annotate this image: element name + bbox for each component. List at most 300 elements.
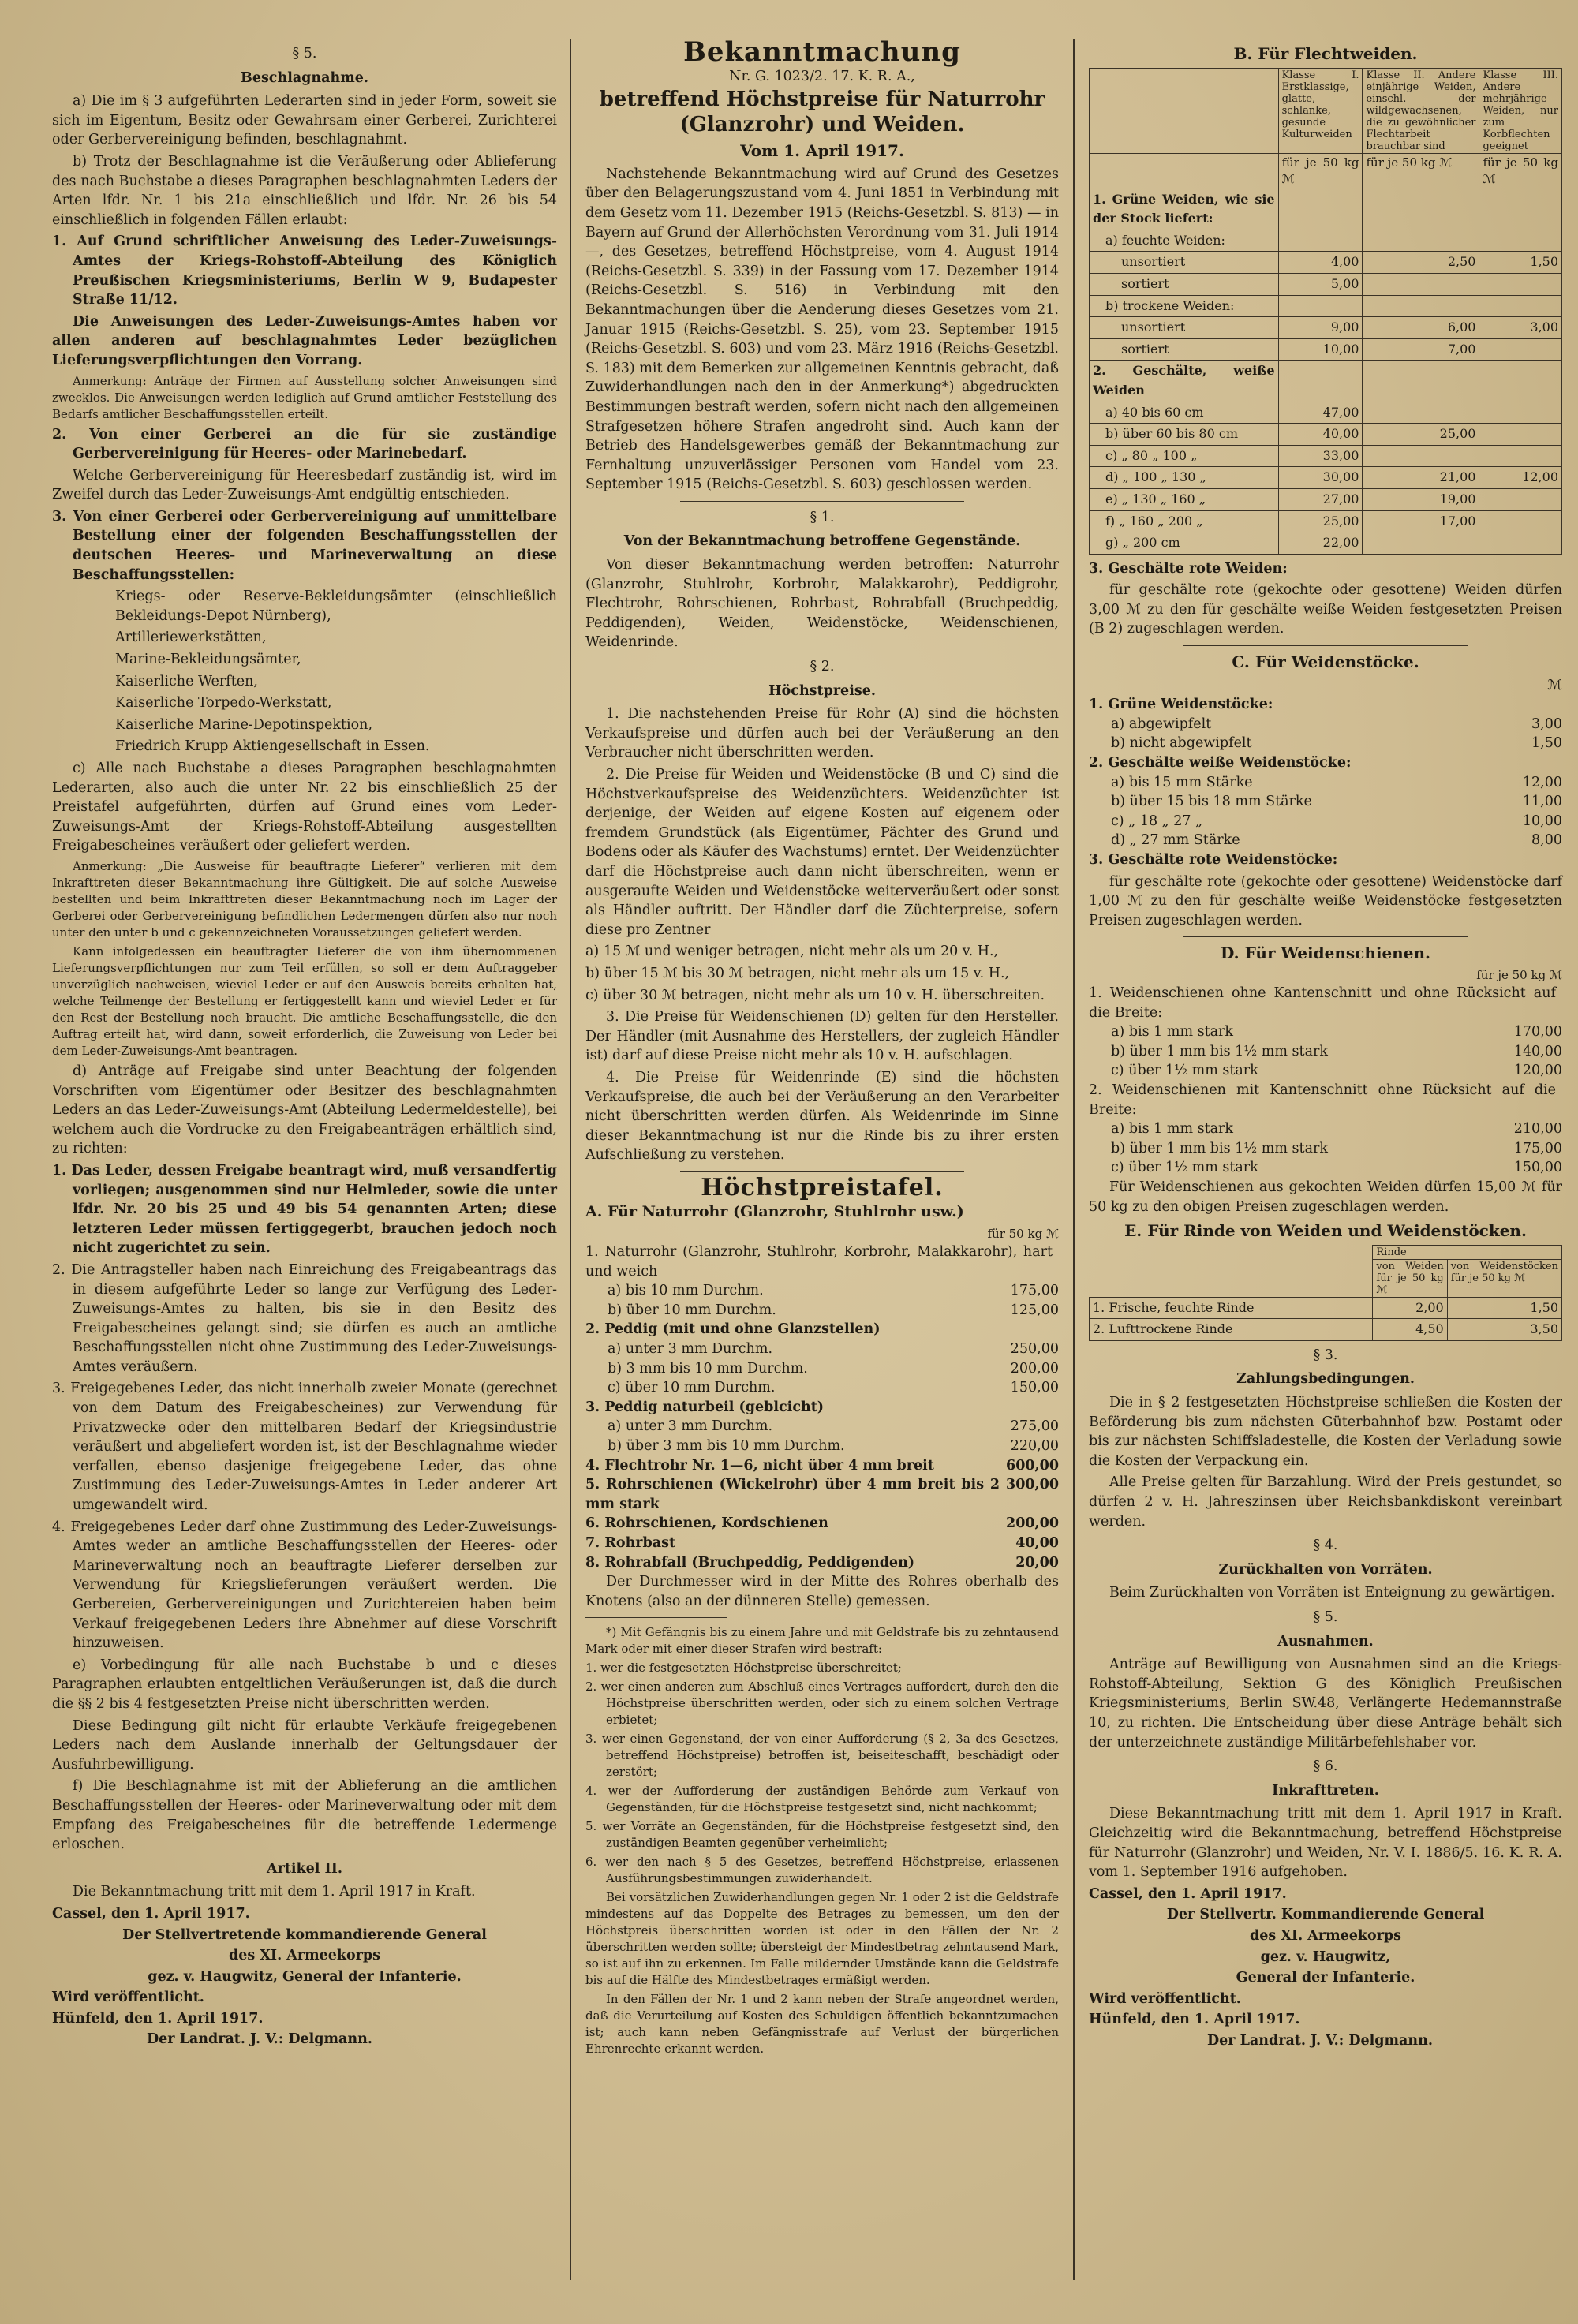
paragraph: Nachstehende Bekanntmachung wird auf Grund des Gesetzes über den Belagerungszustand vom 4. Juni 1851 in Verbindung mit dem Gesetz vom 11. Dezember 1915 (Reichs-Gesetzbl. S. 813) — in Bayern auf Grund der Allerhöchsten Verordnung vom 31. Juli 1914 —, des Gesetzes, betreffend Höchstpreise, vom 4. August 1914 (Reichs-Gesetzbl. S. 339) in der Fassung vom 17. Dezember 1914 (Reichs-Gesetzbl. S. 516) in Verbindung mit den Bekanntmachungen über die Aenderung dieses Gesetzes vom 21. Januar 1915 (Reichs-Gesetzbl. S. 25), vom 23. September 1915 (Reichs-Gesetzbl. S. 603) und vom 23. März 1916 (Reichs-Gesetzbl. S. 183) mit dem Bemerken zur allgemeinen Kenntnis gebracht, daß Zuwiderhandlungen nach den in der Anmerkung*) abgedruckten Bestimmungen bestraft werden, sofern nicht nach den allgemeinen Strafgesetzen höhere Strafen angedroht sind. Auch kann der Betrieb des Handelsgewerbes gemäß der Bekanntmachung zur Fernhaltung unzuverlässiger Personen vom Handel vom 23. September 1915 (Reichs-Gesetzbl. S. 603) geschlossen werden.	[585, 166, 1059, 493]
signature-office: Der Stellvertretende kommandierende General	[122, 1926, 487, 1943]
paragraph: a) Die im § 3 aufgeführten Lederarten sind in jeder Form, soweit sie sich im Eigentum, Besitz oder Gewahrsam einer Gerberei, Zurichterei oder Gerbervereinigung befinden, beschlagnahmt.	[52, 93, 557, 148]
price-label: b) über 1 mm bis 1½ mm stark	[1111, 1043, 1328, 1059]
table-cell: unsortiert	[1090, 317, 1279, 339]
price-value: 150,00	[1010, 1380, 1059, 1396]
price-row	[585, 1378, 1059, 1398]
table-cell: a) feuchte Weiden:	[1090, 230, 1279, 252]
table-cell: 22,00	[1278, 532, 1363, 555]
paragraph: Anträge auf Bewilligung von Ausnahmen sind an die Kriegs-Rohstoff-Abteilung, Sektion G des Königlich Preußischen Kriegsministeriums, Berlin SW.48, Verlängerte Hedemannstraße 10, zu richten. Die Entscheidung über diese Anträge behält sich der unterzeichnete zuständige Militärbefehlshaber vor.	[1089, 1657, 1562, 1750]
table-header: Klasse III. Andere mehrjährige Weiden, nur zum Korbflechten geeignet	[1479, 68, 1562, 153]
price-row	[1089, 734, 1562, 753]
price-label: c) „ 18 „ 27 „	[1111, 813, 1203, 829]
paragraph: 4. Freigegebenes Leder darf ohne Zustimmung des Leder-Zuweisungs-Amtes weder an amtliche Beschaffungsstellen der Heeres- oder Marineverwaltung noch an beauftragte Lieferer derselben zur Verwendung für Kriegslieferungen veräußert werden. Die Gerbereien, Gerbervereinigungen und Zurichtereien haben beim Verkauf freigegebenen Leders ihre Abnehmer auf diese Vorschrift hinzuweisen.	[52, 1519, 557, 1652]
price-list-a	[585, 1226, 1059, 1572]
price-list-d	[1089, 967, 1562, 1178]
price-value: 3,00	[1531, 716, 1562, 732]
announcement-title: Bekanntmachung	[683, 36, 961, 68]
table-header: von Weidenstöcken für je 50 kg ℳ	[1447, 1259, 1561, 1297]
section-title: Zurückhalten von Vorräten.	[1218, 1561, 1433, 1578]
price-row	[1089, 1061, 1562, 1081]
section-title: Ausnahmen.	[1277, 1633, 1374, 1650]
announcement-subtitle: (Glanzrohr) und Weiden.	[679, 113, 965, 137]
paragraph: 2. Von einer Gerberei an die für sie zuständige Gerbervereinigung für Heeres- oder Marinebedarf.	[52, 426, 557, 462]
table-cell: b) trockene Weiden:	[1090, 295, 1279, 317]
table-cell: 4,50	[1373, 1319, 1447, 1341]
price-value: 300,00	[1006, 1477, 1059, 1493]
price-value: 275,00	[1010, 1418, 1059, 1435]
table-header: von Weiden für je 50 kg ℳ	[1373, 1259, 1447, 1297]
paragraph: für geschälte rote (gekochte oder gesottene) Weiden dürfen 3,00 ℳ zu den für geschälte weiße Weiden festgesetzten Preisen (B 2) zugeschlagen werden.	[1089, 582, 1562, 637]
table-cell: 2,00	[1373, 1297, 1447, 1319]
price-value: 220,00	[1010, 1438, 1059, 1454]
paragraph: 3. Die Preise für Weidenschienen (D) gelten für den Hersteller. Der Händler (mit Ausnahme des Herstellers, der zugleich Händler ist) darf auf diese Preise nicht mehr als 10 v. H. aufschlagen.	[585, 1009, 1059, 1064]
note: Kann infolgedessen ein beauftragter Lieferer die von ihm übernommenen Lieferungsverpflichtungen nur zum Teil erfüllen, so soll er dem Auftraggeber unverzüglich nachweisen, wieviel Leder er auf den Ausweis bereits erhalten hat, welche Teilmenge der Bestellung er fertiggestellt kann und wieviel Leder er für den Rest der Bestellung noch braucht. Die amtliche Beschaffungsstelle, die den Auftrag erteilt hat, wird dann, soweit erforderlich, die Zuweisung von Leder bei dem Leder-Zuweisungs-Amt beantragen.	[52, 943, 557, 1058]
list-item: Kaiserliche Marine-Depotinspektion,	[115, 716, 373, 733]
price-row	[1089, 1042, 1562, 1062]
paragraph: Beim Zurückhalten von Vorräten ist Enteignung zu gewärtigen.	[1109, 1585, 1555, 1601]
price-value	[1556, 695, 1562, 715]
table-cell	[1479, 230, 1562, 252]
announcement-subtitle: betreffend Höchstpreise für Naturrohr	[599, 88, 1045, 112]
paragraph: 3. Freigegebenes Leder, das nicht innerhalb zweier Monate (gerechnet von dem Datum des Freigabescheines) zur Verwendung für Privatzwecke oder den mittelbaren Bedarf der Kriegsindustrie veräußert und abgeliefert worden ist, ist der Beschlagnahme wieder verfallen, ebenso dasjenige freigegebene Leder, das ohne Zustimmung des Leder-Zuweisungs-Amtes in Leder anderer Art umgewandelt wird.	[52, 1381, 557, 1514]
signature-rank: General der Infanterie.	[1236, 1970, 1415, 1986]
signature-place: Cassel, den 1. April 1917.	[52, 1905, 250, 1922]
price-value: 20,00	[1015, 1554, 1059, 1571]
table-cell	[1479, 361, 1562, 402]
column-right	[1089, 39, 1562, 2052]
table-cell	[1363, 295, 1479, 317]
price-row	[1089, 792, 1562, 812]
column-rule	[1073, 39, 1075, 2280]
list-item: Friedrich Krupp Aktiengesellschaft in Essen.	[115, 738, 430, 755]
price-value	[1556, 753, 1562, 773]
table-cell: 10,00	[1278, 338, 1363, 361]
paragraph: 1. Das Leder, dessen Freigabe beantragt wird, muß versandfertig vorliegen; ausgenommen sind nur Helmleder, sowie die unter lfdr. Nr. 20 bis 25 und 49 bis 54 genannten Arten; diese letzteren Leder müssen fertiggegerbt, brauchen jedoch noch nicht zugerichtet zu sein.	[52, 1162, 557, 1257]
table-cell: 25,00	[1278, 510, 1363, 532]
price-label: 2. Geschälte weiße Weidenstöcke:	[1089, 755, 1352, 772]
price-row	[1089, 1119, 1562, 1139]
unit-label: für je 50 kg ℳ	[1476, 967, 1562, 982]
price-row	[1089, 773, 1562, 793]
price-value: 1,50	[1531, 735, 1562, 752]
price-label: c) über 10 mm Durchm.	[608, 1380, 776, 1396]
table-cell: 25,00	[1363, 424, 1479, 446]
paragraph: 1. Die nachstehenden Preise für Rohr (A) sind die höchsten Verkaufspreise und dürfen auch bei der Veräußerung an den Verbraucher nicht überschritten werden.	[585, 706, 1059, 761]
price-value: 120,00	[1513, 1063, 1562, 1079]
table-row	[1090, 189, 1562, 230]
price-value: 175,00	[1010, 1283, 1059, 1299]
table-cell	[1363, 532, 1479, 555]
table-cell	[1479, 424, 1562, 446]
table-cell	[1278, 361, 1363, 402]
column-left	[52, 39, 557, 2051]
divider	[585, 1617, 727, 1618]
price-label: 2. Peddig (mit und ohne Glanzstellen)	[585, 1321, 881, 1338]
section-title: Zahlungsbedingungen.	[1236, 1371, 1415, 1388]
table-row	[1090, 532, 1562, 555]
paragraph: für geschälte rote (gekochte oder gesottene) Weidenstöcke darf 1,00 ℳ zu den für geschälte weiße Weidenstöcke festgesetzten Preisen zugeschlagen werden.	[1089, 873, 1562, 928]
table-cell: 3,50	[1447, 1319, 1561, 1341]
signature-office: des XI. Armeekorps	[229, 1948, 380, 1964]
paragraph: b) Trotz der Beschlagnahme ist die Veräußerung oder Ablieferung des nach Buchstabe a dieses Paragraphen beschlagnahmten Leders der Arten lfdr. Nr. 1 bis 21a einschließlich und lfdr. Nr. 26 bis 54 einschließlich in folgenden Fällen erlaubt:	[52, 153, 557, 228]
table-cell	[1363, 273, 1479, 295]
section-number: § 6.	[1313, 1758, 1338, 1775]
table-cell	[1363, 402, 1479, 424]
table-cell: 47,00	[1278, 402, 1363, 424]
table-row	[1090, 1319, 1562, 1341]
table-cell: 2,50	[1363, 252, 1479, 274]
price-value	[1053, 1398, 1059, 1418]
paragraph: e) Vorbedingung für alle nach Buchstabe b und c dieses Paragraphen erlaubten entgeltlichen Veräußerungen ist, daß die durch die §§ 2 bis 4 festgesetzten Preise nicht überschritten werden.	[52, 1657, 557, 1712]
price-group-title: E. Für Rinde von Weiden und Weidenstöcken.	[1124, 1221, 1527, 1241]
table-cell: 30,00	[1278, 467, 1363, 489]
price-label: a) bis 10 mm Durchm.	[608, 1283, 764, 1299]
note: Für Weidenschienen aus gekochten Weiden dürfen 15,00 ℳ für 50 kg zu den obigen Preisen zugeschlagen werden.	[1089, 1179, 1562, 1215]
price-list-c	[1089, 676, 1562, 850]
office-list	[52, 587, 557, 757]
table-header: Rinde	[1373, 1245, 1562, 1259]
footnote-item: 3. wer einen Gegenstand, der von einer Aufforderung (§ 2, 3a des Gesetzes, betreffend Höchstpreise) betroffen ist, beiseiteschafft, beschädigt oder zerstört;	[585, 1732, 1059, 1780]
paragraph: Die Anweisungen des Leder-Zuweisungs-Amtes haben vor allen anderen auf beschlagnahmtes Leder bezüglichen Lieferungsverpflichtungen den Vorrang.	[52, 313, 557, 368]
price-label: 2. Weidenschienen mit Kantenschnitt ohne Rücksicht auf die Breite:	[1089, 1082, 1556, 1118]
paragraph: Alle Preise gelten für Barzahlung. Wird der Preis gestundet, so dürfen 2 v. H. Jahreszinsen über Reichsbankdiskont vereinbart werden.	[1089, 1474, 1562, 1530]
table-header	[1090, 68, 1279, 153]
list-item: Marine-Bekleidungsämter,	[115, 652, 301, 668]
table-cell: 5,00	[1278, 273, 1363, 295]
price-label: 3. Peddig naturbeil (geblcicht)	[585, 1399, 825, 1415]
price-value: 250,00	[1010, 1341, 1059, 1358]
unit-label: für 50 kg ℳ	[987, 1227, 1059, 1242]
announcement-reference: Nr. G. 1023/2. 17. K. R. A.,	[729, 68, 915, 84]
price-label: b) nicht abgewipfelt	[1111, 735, 1252, 752]
subsection-title: 3. Geschälte rote Weidenstöcke:	[1089, 852, 1338, 868]
price-value: 175,00	[1513, 1140, 1562, 1156]
list-item: Kaiserliche Werften,	[115, 673, 258, 689]
price-value	[1556, 1081, 1562, 1119]
price-label: a) unter 3 mm Durchm.	[608, 1418, 773, 1435]
price-row	[1089, 695, 1562, 715]
publication-place: Hünfeld, den 1. April 1917.	[52, 2010, 264, 2027]
divider	[1184, 936, 1468, 937]
price-value: 140,00	[1513, 1043, 1562, 1059]
price-label: 8. Rohrabfall (Bruchpeddig, Peddigenden)	[585, 1554, 915, 1571]
list-item: Kriegs- oder Reserve-Bekleidungsämter (einschließlich Bekleidungs-Depot Nürnberg),	[115, 588, 557, 624]
section-title: Von der Bekanntmachung betroffene Gegenstände.	[623, 533, 1021, 550]
subsection-title: 3. Geschälte rote Weiden:	[1089, 560, 1288, 577]
price-group-title: D. Für Weidenschienen.	[1221, 943, 1430, 963]
price-value: 200,00	[1010, 1360, 1059, 1377]
article-title: Artikel II.	[267, 1860, 342, 1877]
table-cell: 9,00	[1278, 317, 1363, 339]
table-cell: 2. Lufttrockene Rinde	[1090, 1319, 1373, 1341]
table-cell: 2. Geschälte, weiße Weiden	[1090, 361, 1279, 402]
table-cell	[1363, 361, 1479, 402]
table-cell: unsortiert	[1090, 252, 1279, 274]
table-row	[1090, 317, 1562, 339]
price-label: a) abgewipfelt	[1111, 716, 1212, 732]
table-cell	[1363, 230, 1479, 252]
table-row	[1090, 467, 1562, 489]
table-header: Klasse I. Erstklassige, glatte, schlanke, gesunde Kulturweiden	[1278, 68, 1363, 153]
footnote-text: *) Mit Gefängnis bis zu einem Jahre und mit Geldstrafe bis zu zehntausend Mark oder mit einer dieser Strafen wird bestraft:	[585, 1625, 1059, 1657]
table-cell: c) „ 80 „ 100 „	[1090, 445, 1279, 467]
price-label: c) über 1½ mm stark	[1111, 1063, 1258, 1079]
price-row	[1089, 1022, 1562, 1042]
table-cell: 1,50	[1447, 1297, 1561, 1319]
table-cell	[1363, 189, 1479, 230]
footnote-item: 5. wer Vorräte an Gegenständen, für die Höchstpreise festgesetzt sind, den zuständigen Beamten gegenüber verheimlicht;	[585, 1819, 1059, 1851]
table-row	[1090, 361, 1562, 402]
table-cell	[1479, 510, 1562, 532]
price-label: a) unter 3 mm Durchm.	[608, 1341, 773, 1358]
publication-note: Wird veröffentlicht.	[1089, 1990, 1241, 2007]
paragraph: Diese Bekanntmachung tritt mit dem 1. April 1917 in Kraft. Gleichzeitig wird die Bekanntmachung, betreffend Höchstpreise für Naturrohr (Glanzrohr) und Weiden, Nr. V. I. 1886/5. 16. K. R. A. vom 1. September 1916 aufgehoben.	[1089, 1806, 1562, 1881]
price-label: b) über 15 bis 18 mm Stärke	[1111, 794, 1312, 810]
paragraph: Die in § 2 festgesetzten Höchstpreise schließen die Kosten der Beförderung bis zum nächsten Güterbahnhof bzw. Postamt oder bis zur nächsten Schiffsladestelle, die Kosten der Verladung sowie die Kosten der Verpackung ein.	[1089, 1395, 1562, 1469]
signature-office: des XI. Armeekorps	[1250, 1927, 1401, 1944]
price-table-title: Höchstpreistafel.	[701, 1173, 944, 1201]
section-number: § 1.	[810, 509, 835, 525]
footnote-item: 6. wer den nach § 5 des Gesetzes, betreffend Höchstpreise, erlassenen Ausführungsbestimmungen zuwiderhandelt.	[585, 1855, 1059, 1886]
price-group-title: C. Für Weidenstöcke.	[1232, 652, 1419, 672]
price-value	[1053, 1320, 1059, 1339]
column-middle	[585, 36, 1059, 2060]
price-row	[1089, 1158, 1562, 1178]
paragraph: 4. Die Preise für Weidenrinde (E) sind die höchsten Verkaufspreise, die auch bei der Veräußerung an den Verarbeiter nicht überschritten werden dürfen. Als Weidenrinde im Sinne dieser Bekanntmachung ist nur die Rinde bis zu ihrer ersten Aufschließung zu verstehen.	[585, 1069, 1059, 1164]
price-value: 600,00	[1006, 1457, 1059, 1474]
publication-place: Hünfeld, den 1. April 1917.	[1089, 2012, 1300, 2028]
paragraph: Welche Gerbervereinigung für Heeresbedarf zuständig ist, wird im Zweifel durch das Leder-Zuweisungs-Amt endgültig entschieden.	[52, 467, 557, 503]
section-title: Beschlagnahme.	[241, 69, 368, 86]
price-label: 1. Weidenschienen ohne Kantenschnitt und ohne Rücksicht auf die Breite:	[1089, 985, 1556, 1021]
price-row	[585, 1339, 1059, 1359]
list-item: Artilleriewerkstätten,	[115, 630, 267, 646]
price-label: 1. Naturrohr (Glanzrohr, Stuhlrohr, Korbrohr, Malakkarohr), hart und weich	[585, 1244, 1053, 1280]
table-cell: 3,00	[1479, 317, 1562, 339]
price-value: 40,00	[1015, 1534, 1059, 1551]
paragraph: 2. Die Preise für Weiden und Weidenstöcke (B und C) sind die Höchstverkaufspreise des Weidenzüchters. Weidenzüchter ist derjenige, der Weiden auf eigene Kosten auf eigenem oder fremdem Grundstück (als Eigentümer, Pächter des Grund und Bodens oder als Käufer des Wachstums) erntet. Der Weidenzüchter darf die Höchstpreise auch dann nicht überschreiten, wenn er ausgeraufte Weiden und Weidenstöcke weiterveräußert oder sonst als Händler auftritt. Der Händler darf die Züchterpreise, sofern diese pro Zentner	[585, 767, 1059, 938]
table-cell: g) „ 200 cm	[1090, 532, 1279, 555]
price-row	[1089, 984, 1562, 1022]
price-row	[1089, 753, 1562, 773]
table-cell: sortiert	[1090, 273, 1279, 295]
table-cell: 40,00	[1278, 424, 1363, 446]
list-item: c) über 30 ℳ betragen, nicht mehr als um 10 v. H. überschreiten.	[585, 987, 1045, 1003]
footnote-item: 2. wer einen anderen zum Abschluß eines Vertrages auffordert, durch den die Höchstpreise überschritten werden, oder sich zu einem solchen Vertrage erbietet;	[585, 1679, 1059, 1728]
table-cell	[1479, 402, 1562, 424]
price-row	[585, 1553, 1059, 1573]
price-row	[585, 1398, 1059, 1418]
table-cell	[1479, 532, 1562, 555]
price-label: 1. Grüne Weidenstöcke:	[1089, 697, 1273, 713]
unit-label: für je 50 kg ℳ	[1363, 153, 1479, 189]
publication-note: Wird veröffentlicht.	[52, 1990, 204, 2006]
table-cell: 1. Grüne Weiden, wie sie der Stock liefert:	[1090, 189, 1279, 230]
table-cell: b) über 60 bis 80 cm	[1090, 424, 1279, 446]
table-cell	[1479, 273, 1562, 295]
price-row	[1089, 812, 1562, 831]
table-cell: 1,50	[1479, 252, 1562, 274]
price-group-title: B. Für Flechtweiden.	[1233, 44, 1418, 63]
price-row	[1089, 715, 1562, 734]
price-label: d) „ 27 mm Stärke	[1111, 832, 1240, 849]
table-cell	[1278, 189, 1363, 230]
price-label: b) über 1 mm bis 1½ mm stark	[1111, 1140, 1328, 1156]
price-value: 210,00	[1513, 1121, 1562, 1138]
price-label: a) bis 15 mm Stärke	[1111, 774, 1253, 790]
signature-office: Der Stellvertr. Kommandierende General	[1166, 1907, 1485, 1923]
table-cell: 21,00	[1363, 467, 1479, 489]
table-cell	[1479, 445, 1562, 467]
footnote	[585, 1624, 1059, 2057]
paragraph: 2. Die Antragsteller haben nach Einreichung des Freigabeantrags das in diesem aufgeführte Leder so lange zur Verfügung des Leder-Zuweisungs-Amtes zu halten, bis sie in den Besitz des Freigabescheines gelangt sind; sie dürfen es auch an amtliche Beschaffungsstellen nicht ohne Zustimmung des Leder-Zuweisungs-Amtes veräußern.	[52, 1261, 557, 1375]
footnote-text: Bei vorsätzlichen Zuwiderhandlungen gegen Nr. 1 oder 2 ist die Geldstrafe mindestens auf das Doppelte des Betrages zu bemessen, um den der Höchstpreis überschritten worden ist oder in den Fällen der Nr. 2 überschritten werden sollte; übersteigt der Mindestbetrag zehntausend Mark, so ist auf ihn zu erkennen. Im Falle mildernder Umstände kann die Geldstrafe bis auf die Hälfte des Mindestbetrages ermäßigt werden.	[585, 1890, 1059, 1988]
price-label: 7. Rohrbast	[585, 1534, 676, 1551]
table-cell	[1479, 189, 1562, 230]
table-row	[1090, 295, 1562, 317]
section-number: § 4.	[1313, 1538, 1338, 1554]
price-row	[585, 1301, 1059, 1321]
divider	[680, 1171, 964, 1172]
price-value: 150,00	[1513, 1160, 1562, 1176]
price-value: 10,00	[1522, 813, 1562, 829]
table-row	[1090, 252, 1562, 274]
unit-label: für je 50 kg ℳ	[1479, 153, 1562, 189]
price-value: 12,00	[1522, 774, 1562, 790]
price-row	[585, 1514, 1059, 1534]
table-header	[1090, 1245, 1373, 1259]
table-cell: 4,00	[1278, 252, 1363, 274]
paragraph: c) Alle nach Buchstabe a dieses Paragraphen beschlagnahmten Lederarten, also auch die unter Nr. 22 bis einschließlich 25 der Preistafel aufgeführten, dürfen auf Grund eines vom Leder-Zuweisungs-Amt der Kriegs-Rohstoff-Abteilung ausgestellten Freigabescheines veräußert oder geliefert werden.	[52, 760, 557, 854]
table-cell: f) „ 160 „ 200 „	[1090, 510, 1279, 532]
table-row	[1090, 1297, 1562, 1319]
signature-name: gez. v. Haugwitz,	[1260, 1948, 1391, 1965]
price-label: a) bis 1 mm stark	[1111, 1024, 1234, 1041]
price-row	[585, 1437, 1059, 1456]
divider	[1184, 645, 1468, 646]
footnote-item: 4. wer der Aufforderung der zuständigen Behörde zum Verkauf von Gegenständen, für die Höchstpreise festgesetzt sind, nicht nachkommt;	[585, 1784, 1059, 1815]
list-item: b) über 15 ℳ bis 30 ℳ betragen, nicht mehr als um 15 v. H.,	[585, 965, 1010, 981]
column-rule	[570, 39, 571, 2280]
paragraph: f) Die Beschlagnahme ist mit der Ablieferung an die amtlichen Beschaffungsstellen der Heeres- oder Marineverwaltung oder mit dem Empfang des Freigabescheines für die betreffende Ledermenge erloschen.	[52, 1778, 557, 1853]
price-value	[1053, 1242, 1059, 1281]
table-row	[1090, 488, 1562, 510]
price-row	[585, 1417, 1059, 1437]
unit-label: für je 50 kg ℳ	[1278, 153, 1363, 189]
signature-name: gez. v. Haugwitz, General der Infanterie.	[148, 1968, 462, 1985]
table-row	[1090, 273, 1562, 295]
announcement-date: Vom 1. April 1917.	[740, 141, 904, 161]
divider	[680, 501, 964, 502]
table-row	[1090, 402, 1562, 424]
section-title: Höchstpreise.	[768, 682, 876, 699]
price-value: 8,00	[1531, 832, 1562, 849]
paragraph: 3. Von einer Gerberei oder Gerbervereinigung auf unmittelbare Bestellung einer der folgenden Beschaffungsstellen der deutschen Heeres- und Marineverwaltung an diese Beschaffungsstellen:	[52, 508, 557, 583]
table-row	[1090, 338, 1562, 361]
table-cell: d) „ 100 „ 130 „	[1090, 467, 1279, 489]
table-header: Klasse II. Andere einjährige Weiden, einschl. der wildgewachsenen, die zu gewöhnlicher Flechtarbeit brauchbar sind	[1363, 68, 1479, 153]
table-header	[1090, 1259, 1373, 1297]
price-row	[585, 1242, 1059, 1281]
price-label: c) über 1½ mm stark	[1111, 1160, 1258, 1176]
price-label: b) 3 mm bis 10 mm Durchm.	[608, 1360, 808, 1377]
table-cell	[1479, 295, 1562, 317]
price-value	[1556, 984, 1562, 1022]
table-cell: e) „ 130 „ 160 „	[1090, 488, 1279, 510]
price-label: 4. Flechtrohr Nr. 1—6, nicht über 4 mm breit	[585, 1457, 934, 1474]
section-number: § 5.	[292, 46, 317, 62]
table-row	[1090, 510, 1562, 532]
price-label: b) über 10 mm Durchm.	[608, 1302, 776, 1318]
footnote-item: 1. wer die festgesetzten Höchstpreise überschreitet;	[585, 1661, 902, 1676]
paragraph: 1. Auf Grund schriftlicher Anweisung des Leder-Zuweisungs-Amtes der Kriegs-Rohstoff-Abteilung des Königlich Preußischen Kriegsministeriums, Berlin W 9, Budapester Straße 11/12.	[52, 234, 557, 308]
paragraph: Diese Bedingung gilt nicht für erlaubte Verkäufe freigegebenen Leders nach dem Auslande innerhalb der Geltungsdauer der Ausfuhrbewilligung.	[52, 1717, 557, 1773]
table-cell	[1090, 153, 1279, 189]
table-cell: 7,00	[1363, 338, 1479, 361]
price-row	[585, 1534, 1059, 1553]
table-cell	[1479, 488, 1562, 510]
section-title: Inkrafttreten.	[1272, 1782, 1379, 1799]
price-group-title: A. Für Naturrohr (Glanzrohr, Stuhlrohr usw.)	[585, 1203, 964, 1221]
table-row	[1090, 445, 1562, 467]
table-cell	[1278, 230, 1363, 252]
price-value: 11,00	[1522, 794, 1562, 810]
table-cell: a) 40 bis 60 cm	[1090, 402, 1279, 424]
table-cell	[1363, 445, 1479, 467]
list-item: a) 15 ℳ und weniger betragen, nicht mehr als um 20 v. H.,	[585, 943, 999, 960]
table-cell: 6,00	[1363, 317, 1479, 339]
table-cell: 27,00	[1278, 488, 1363, 510]
price-value: 200,00	[1006, 1515, 1059, 1532]
bark-price-table	[1089, 1245, 1562, 1341]
table-cell: 17,00	[1363, 510, 1479, 532]
paragraph: d) Anträge auf Freigabe sind unter Beachtung der folgenden Vorschriften vom Eigentümer oder Besitzer des beschlagnahmten Leders an das Leder-Zuweisungs-Amt (Abteilung Ledermeldestelle), bei welchem auch die Vordrucke zu den Freigabeanträgen erhältlich sind, zu richten:	[52, 1063, 557, 1157]
price-row	[585, 1456, 1059, 1476]
section-number: § 3.	[1313, 1347, 1338, 1363]
note: Der Durchmesser wird in der Mitte des Rohres oberhalb des Knotens (also an der dünneren Stelle) gemessen.	[585, 1574, 1059, 1609]
unit-label: ℳ	[1547, 677, 1562, 693]
section-number: § 5.	[1313, 1609, 1338, 1625]
price-row	[1089, 1081, 1562, 1119]
note: Anmerkung: „Die Ausweise für beauftragte Lieferer“ verlieren mit dem Inkrafttreten dieser Bekanntmachung ihre Gültigkeit. Die auf solche Ausweise bestellten und beim Inkrafttreten dieser Bekanntmachung noch im Lager der Gerberei oder Gerbervereinigung befindlichen Ledermengen dürfen also nur noch unter den unter b und c gekennzeichneten Voraussetzungen geliefert werden.	[52, 858, 557, 940]
price-label: b) über 3 mm bis 10 mm Durchm.	[608, 1438, 845, 1454]
footnote-text: In den Fällen der Nr. 1 und 2 kann neben der Strafe angeordnet werden, daß die Verurteilung auf Kosten des Schuldigen öffentlich bekanntzumachen ist; auch kann neben Gefängnisstrafe auf Verlust der bürgerlichen Ehrenrechte erkannt werden.	[585, 1992, 1059, 2057]
price-label: 6. Rohrschienen, Kordschienen	[585, 1515, 828, 1532]
price-row	[585, 1475, 1059, 1514]
price-label: a) bis 1 mm stark	[1111, 1121, 1234, 1138]
price-row	[585, 1281, 1059, 1301]
price-value: 170,00	[1513, 1024, 1562, 1041]
table-row	[1090, 424, 1562, 446]
price-row	[585, 1359, 1059, 1379]
publication-signature: Der Landrat. J. V.: Delgmann.	[147, 2031, 372, 2048]
table-cell	[1479, 338, 1562, 361]
paragraph: Die Bekanntmachung tritt mit dem 1. April 1917 in Kraft.	[73, 1884, 476, 1900]
table-cell	[1278, 295, 1363, 317]
price-label: 5. Rohrschienen (Wickelrohr) über 4 mm breit bis 2 mm stark	[585, 1477, 1000, 1512]
price-row	[1089, 1139, 1562, 1159]
table-cell: 19,00	[1363, 488, 1479, 510]
table-cell: 12,00	[1479, 467, 1562, 489]
list-item: Kaiserliche Torpedo-Werkstatt,	[115, 695, 332, 712]
price-value: 125,00	[1010, 1302, 1059, 1318]
price-row	[1089, 831, 1562, 850]
signature-place: Cassel, den 1. April 1917.	[1089, 1885, 1287, 1902]
section-number: § 2.	[810, 659, 835, 675]
willow-price-table	[1089, 68, 1562, 555]
price-row	[585, 1320, 1059, 1339]
note: Anmerkung: Anträge der Firmen auf Ausstellung solcher Anweisungen sind zwecklos. Die Anweisungen werden lediglich auf Grund amtlicher Feststellung des Bedarfs amtlicher Beschaffungsstellen erteilt.	[52, 373, 557, 421]
